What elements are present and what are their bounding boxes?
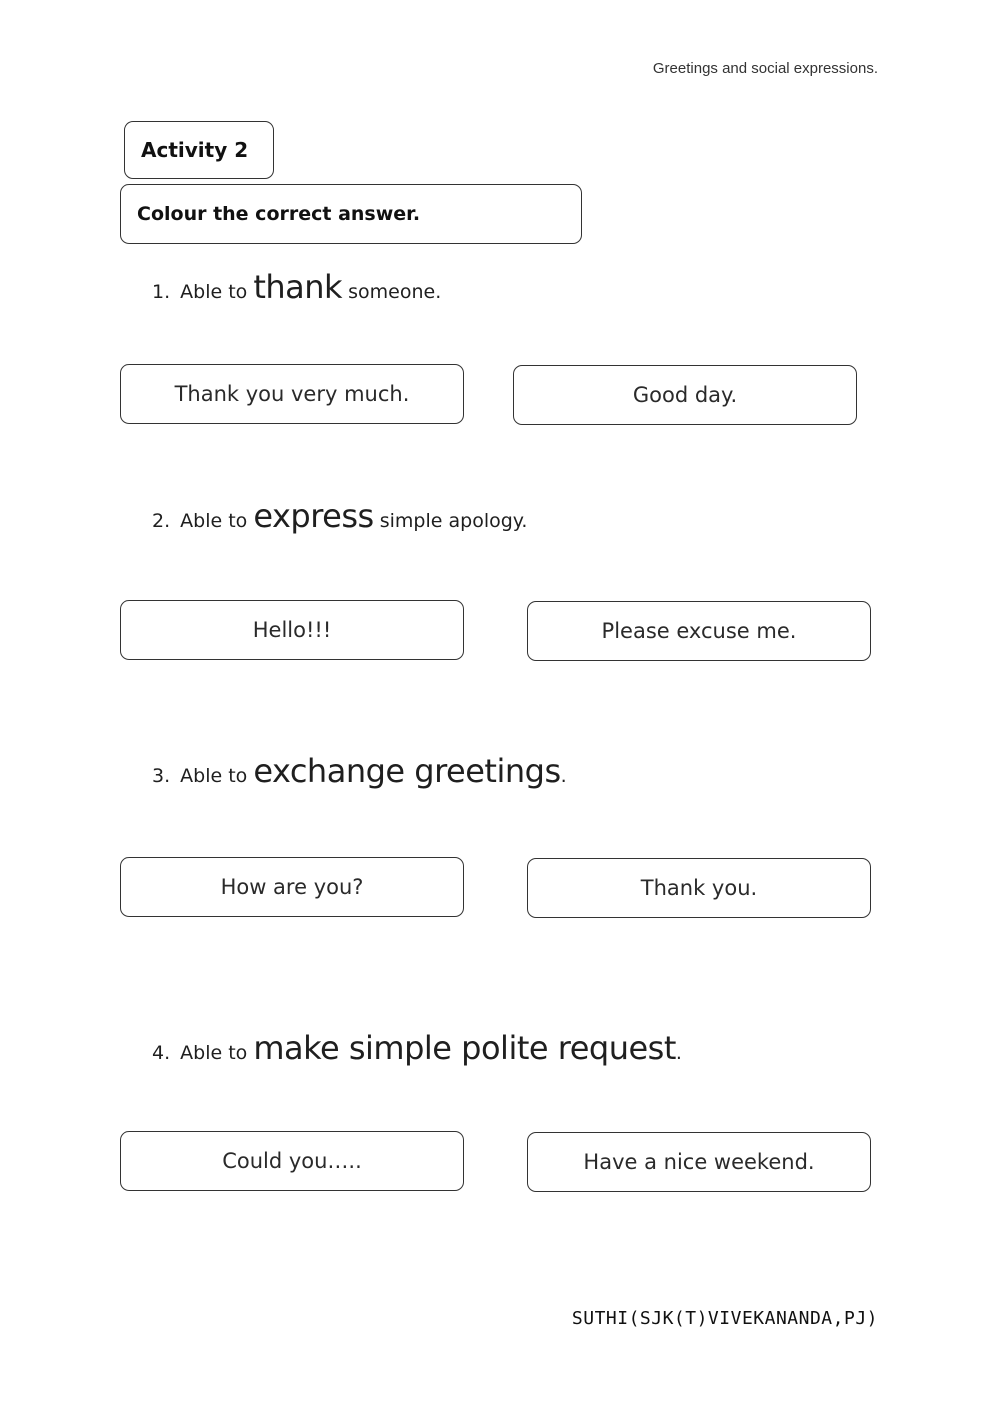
question-prefix: Able to xyxy=(180,281,248,303)
question-number: 1. xyxy=(152,281,171,303)
question-keyword: express xyxy=(253,497,374,535)
answer-option-3a[interactable]: How are you? xyxy=(120,857,464,917)
question-prefix: Able to xyxy=(180,1042,248,1064)
question-suffix: . xyxy=(675,1042,682,1064)
header-title: Greetings and social expressions. xyxy=(652,60,878,77)
answer-option-4a[interactable]: Could you….. xyxy=(120,1131,464,1191)
answer-option-3b[interactable]: Thank you. xyxy=(527,858,871,918)
activity-label: Activity 2 xyxy=(124,121,274,179)
question-number: 4. xyxy=(152,1042,171,1064)
answer-option-4b[interactable]: Have a nice weekend. xyxy=(527,1132,871,1192)
question-number: 2. xyxy=(152,510,171,532)
answer-option-1b[interactable]: Good day. xyxy=(513,365,857,425)
question-keyword: make simple polite request xyxy=(253,1029,676,1067)
question-prefix: Able to xyxy=(180,510,248,532)
answer-option-2a[interactable]: Hello!!! xyxy=(120,600,464,660)
footer-credit: SUTHI(SJK(T)VIVEKANANDA,PJ) xyxy=(571,1308,878,1329)
instruction-box: Colour the correct answer. xyxy=(120,184,582,244)
answer-option-2b[interactable]: Please excuse me. xyxy=(527,601,871,661)
question-suffix: simple apology. xyxy=(379,510,528,532)
question-3 xyxy=(152,752,567,790)
question-keyword: exchange greetings xyxy=(253,752,561,790)
question-suffix: . xyxy=(560,765,567,787)
question-keyword: thank xyxy=(253,268,343,306)
question-suffix: someone. xyxy=(348,281,442,303)
question-2 xyxy=(152,497,527,535)
question-4 xyxy=(152,1029,682,1067)
answer-option-1a[interactable]: Thank you very much. xyxy=(120,364,464,424)
question-1 xyxy=(152,268,441,306)
question-number: 3. xyxy=(152,765,171,787)
question-prefix: Able to xyxy=(180,765,248,787)
